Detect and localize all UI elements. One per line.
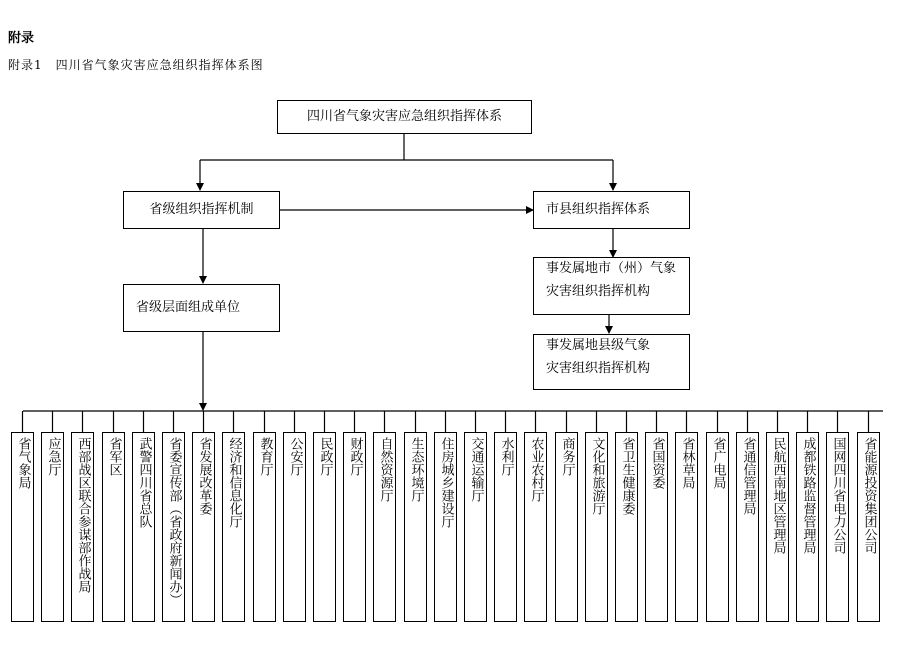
city-agency-label-line1: 事发属地市（州）气象 [546,261,677,276]
provincial-mechanism-node [123,191,280,229]
city-county-system-label: 市县组织指挥体系 [546,201,651,217]
unit-box: 省卫生健康委 [615,432,638,622]
unit-box: 国网四川省电力公司 [826,432,849,622]
unit-box: 西部战区联合参谋部作战局 [71,432,94,622]
city-agency-label-line2: 灾害组织指挥机构 [546,283,651,299]
county-agency-label-line1: 事发属地县级气象 [546,338,651,353]
unit-box: 武警四川省总队 [132,432,155,622]
root-node-label: 四川省气象灾害应急组织指挥体系 [306,108,502,124]
unit-box: 省军区 [102,432,125,622]
appendix-heading: 附录 [8,31,35,46]
unit-box: 省发展改革委 [192,432,215,622]
unit-box: 省通信管理局 [736,432,759,622]
unit-box: 商务厅 [555,432,578,622]
unit-box: 水利厅 [494,432,517,622]
unit-box: 教育厅 [253,432,276,622]
provincial-units-node [123,284,280,332]
unit-box: 民政厅 [313,432,336,622]
unit-box: 交通运输厅 [464,432,487,622]
unit-box: 经济和信息化厅 [222,432,245,622]
unit-box: 省委宣传部（省政府新闻办） [162,432,185,622]
county-agency-label-line2: 灾害组织指挥机构 [546,360,651,376]
root-node [277,100,532,134]
unit-box: 成都铁路监督管理局 [796,432,819,622]
unit-box: 农业农村厅 [524,432,547,622]
unit-box: 住房城乡建设厅 [434,432,457,622]
appendix-subheading: 附录1 四川省气象灾害应急组织指挥体系图 [8,58,264,72]
unit-box: 省国资委 [645,432,668,622]
unit-box: 生态环境厅 [404,432,427,622]
unit-box: 财政厅 [343,432,366,622]
unit-box: 民航西南地区管理局 [766,432,789,622]
unit-drop-lines [23,411,869,432]
unit-box: 省广电局 [706,432,729,622]
city-agency-node [533,257,690,315]
provincial-mechanism-label: 省级组织指挥机制 [149,201,254,217]
unit-box: 文化和旅游厅 [585,432,608,622]
unit-box: 省能源投资集团公司 [857,432,880,622]
unit-box: 公安厅 [283,432,306,622]
unit-box: 省气象局 [11,432,34,622]
unit-box: 省林草局 [675,432,698,622]
unit-box: 应急厅 [41,432,64,622]
unit-box: 自然资源厅 [373,432,396,622]
county-agency-node [533,334,690,390]
provincial-units-label: 省级层面组成单位 [136,299,241,315]
city-county-system-node [533,191,690,229]
